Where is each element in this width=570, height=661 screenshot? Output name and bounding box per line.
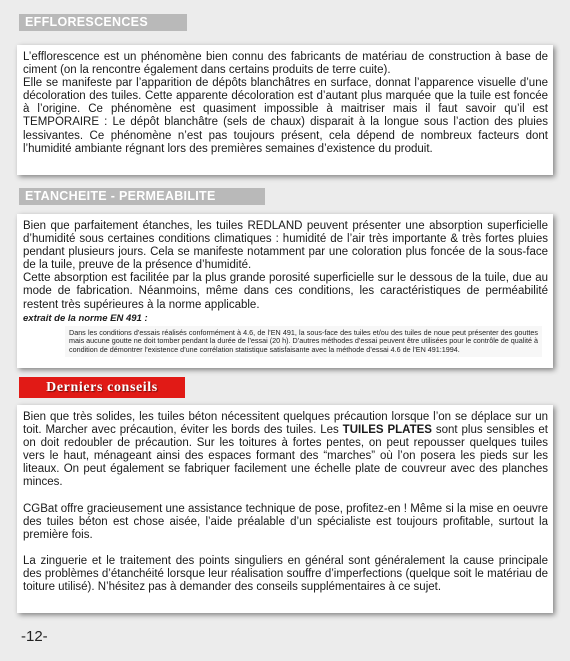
conseils-paragraph-1-start: Bien que très solides, les tuiles béton nécessitent quelques précaution lorsque l’on se déplace sur un toit. Marcher avec précaution, éviter les bords des tuiles. Les [23, 411, 548, 437]
page-number: -12- [21, 628, 48, 645]
etancheite-header: ETANCHEITE - PERMEABILITE [19, 188, 265, 205]
etancheite-box [17, 214, 553, 368]
norm-extract-text: Dans les conditions d’essais réalisés conformément à 4.6, de l’EN 491, la sous-face des tuiles et/ou des tuiles de noue peut présenter des gouttes mais aucune goutte ne doit tomber pendant la durée de l’essai (20 h). D’autres méthodes d’essai peuvent être utilisées pour le contrôle de qualité à condition de démontrer l’existence d’une corrélation statistique satisfaisante avec la méthode d’essai 4.6 de l’EN 491:1994. [65, 326, 542, 358]
conseils-paragraph-1-end: sont plus sensibles et on doit redoubler de précaution. Sur les toitures à fortes pentes, on peut repousser quelques tuiles vers le haut, ménageant ainsi des espaces formant des “marches” où l’on posera les pieds sur les liteaux. On peut également se fabriquer facilement une échelle plate de couvreur avec des planches minces. [23, 424, 548, 489]
conseils-paragraph-3: La zinguerie et le traitement des points singuliers en général sont généralement la cause principale des problèmes d’étanchéité lorsque leur réalisation souffre d’imperfections (quelque soit le matériau de toiture utilisé). N’hésitez pas à demander des conseils supplémentaires à ce sujet. [23, 554, 548, 594]
efflorescences-paragraph-2: Elle se manifeste par l’apparition de dépôts blanchâtres en surface, donnat l’apparence visuelle d’une décoloration des tuiles. Cette apparente décoloration est d’autant plus marquée que la tuile est foncée à l’origine. Ce phénomène est quasiment impossible à maitriser mais il faut savoir qu’il est TEMPORAIRE : Le dépôt blanchâtre (sels de chaux) disparait à la longue sous l’action des pluies lessivantes. Ce phénomène n’est pas toujours présent, cela dépend de nombreux facteurs dont l’humidité ambiante régnant lors des premières semaines d’existence du produit. [23, 77, 548, 155]
efflorescences-box [17, 45, 553, 175]
conseils-paragraph-1 [23, 411, 548, 490]
efflorescences-paragraph-1: L’efflorescence est un phénomène bien connu des fabricants de matériau de construction à base de ciment (on la rencontre également dans certains produits de terre cuite). [23, 51, 548, 77]
conseils-box [17, 405, 553, 613]
etancheite-paragraph-1: Bien que parfaitement étanches, les tuiles REDLAND peuvent présenter une absorption superficielle d’humidité sous certaines conditions climatiques : humidité de l’air très importante & très fortes pluies pendant plusieurs jours. Cela se manifeste notamment par une coloration plus foncée de la sous-face de la tuile, preuve de la présence d’humidité. [23, 220, 548, 272]
efflorescences-header: EFFLORESCENCES [19, 14, 187, 31]
conseils-paragraph-2: CGBat offre gracieusement une assistance technique de pose, profitez-en ! Même si la mise en oeuvre des tuiles béton est chose aisée, l’aide préalable d’un spécialiste est toujours profitable, surtout la première fois. [23, 502, 548, 541]
etancheite-paragraph-2: Cette absorption est facilitée par la plus grande porosité superficielle sur le dessous de la tuile, due au mode de fabrication. Néanmoins, même dans ces conditions, les caractéristiques de perméabilité restent très supérieures à la norme applicable. [23, 272, 548, 311]
tuiles-plates-emphasis: TUILES PLATES [342, 424, 432, 437]
norm-extract-title: extrait de la norme EN 491 : [23, 312, 148, 324]
derniers-conseils-header: Derniers conseils [19, 377, 185, 398]
